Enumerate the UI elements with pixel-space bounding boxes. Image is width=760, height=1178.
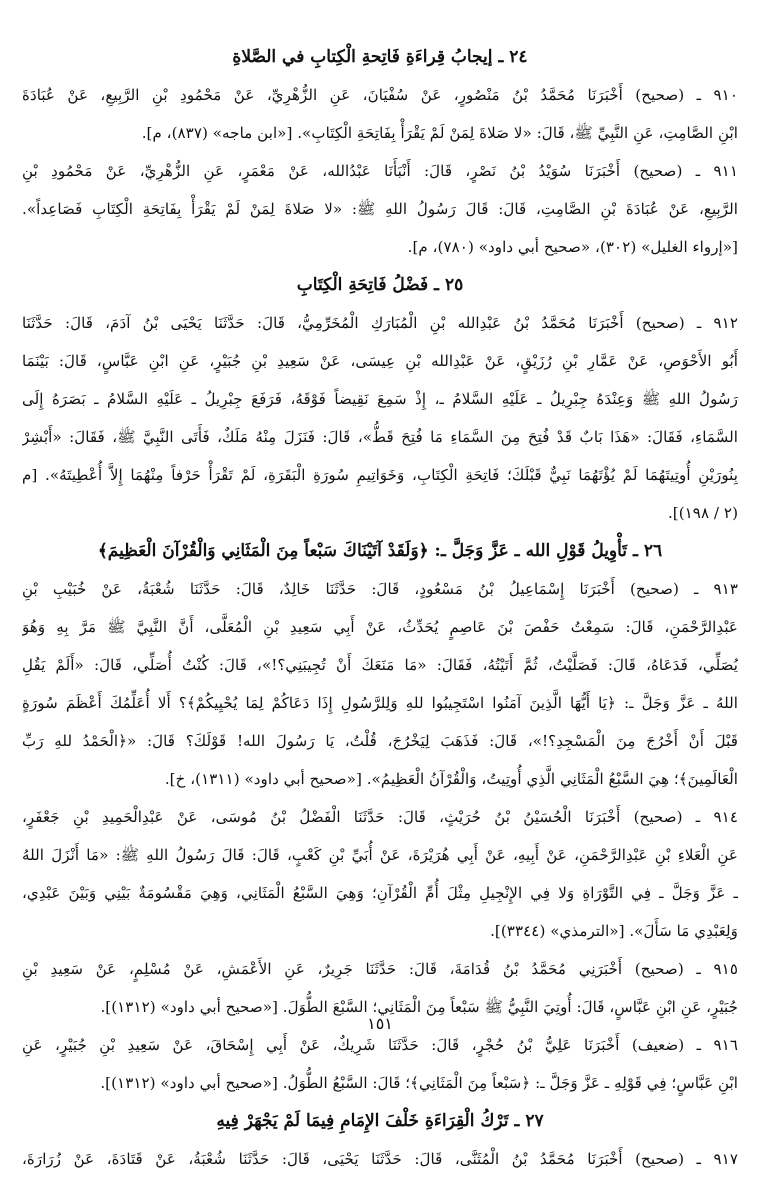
text-line: الرَّبِيعِ، عَنْ عُبَادَةَ بْنِ الصَّامِتِ، قَالَ: قَالَ رَسُولُ اللهِ ﷺ: «لا صَلاةَ لِمَنْ لَمْ يَقْرَأْ بِفَاتِحَةِ الْكِتَابِ فَصَاعِداً». (22, 200, 738, 218)
chapter-heading: ٢٧ ـ تَرْكُ الْقِرَاءَةِ خَلْفَ الإِمَامِ فِيمَا لَمْ يَجْهَرْ فِيهِ (216, 1111, 544, 1131)
text-line: رَسُولُ اللهِ ﷺ وَعِنْدَهُ جِبْرِيلُ ـ عَلَيْهِ السَّلامُ ـ، إِذْ سَمِعَ نَقِيضاً فَوْقَهُ، فَرَفَعَ جِبْرِيلُ ـ عَلَيْهِ السَّلامُ ـ بَصَرَهُ إِلَى (22, 390, 738, 408)
text-line: ٩١٢ ـ (صحيح) أَخْبَرَنَا مُحَمَّدُ بْنُ عَبْدِالله بْنِ الْمُبَارَكِ الْمُخَرِّمِيُّ، قَالَ: حَدَّثَنَا يَحْيَى بْنُ آدَمَ، قَالَ: حَدَّثَنَا (22, 314, 738, 332)
text-line: جُبَيْرٍ، عَنِ ابْنِ عَبَّاسٍ، قَالَ: أُوتِيَ النَّبِيُّ ﷺ سَبْعاً مِنَ الْمَثَانِي؛ السَّبْعَ الطُّوَلَ. [«صحيح أبي داود» (١٣١٢)]. (100, 998, 738, 1016)
text-line: ٩١١ ـ (صحيح) أَخْبَرَنَا سُوَيْدُ بْنُ نَصْرٍ، قَالَ: أَنْبَأَنَا عَبْدُالله، عَنْ مَعْمَرٍ، عَنِ الزُّهْرِيِّ، عَنْ مَحْمُودِ بْنِ (22, 162, 738, 180)
text-line: ٩١٧ ـ (صحيح) أَخْبَرَنَا مُحَمَّدُ بْنُ الْمُثَنَّى، قَالَ: حَدَّثَنَا يَحْيَى، قَالَ: حَدَّثَنَا شُعْبَةُ، عَنْ قَتَادَةَ، عَنْ زُرَارَةَ، (22, 1150, 738, 1168)
text-line: عَنِ الْعَلاءِ بْنِ عَبْدِالرَّحْمَنِ، عَنْ أَبِيهِ، عَنْ أَبِي هُرَيْرَةَ، عَنْ أُبَيِّ بْنِ كَعْبٍ، قَالَ: قَالَ رَسُولُ اللهِ ﷺ: «مَا أَنْزَلَ اللهُ (22, 846, 738, 864)
page-content (22, 38, 738, 1178)
text-line: السَّمَاءِ، فَقَالَ: «هَذَا بَابٌ قَدْ فُتِحَ مِنَ السَّمَاءِ مَا فُتِحَ قَطُّ»، قَالَ: فَنَزَلَ مِنْهُ مَلَكٌ، فَأَتَى النَّبِيَّ ﷺ، فَقَالَ: «أَبْشِرْ (22, 428, 738, 446)
text-line: ابْنِ الصَّامِتِ، عَنِ النَّبِيِّ ﷺ، قَالَ: «لا صَلاةَ لِمَنْ لَمْ يَقْرَأْ بِفَاتِحَةِ الْكِتَابِ». [«ابن ماجه» (٨٣٧)، م]. (141, 124, 738, 142)
chapter-heading: ٢٥ ـ فَضْلُ فَاتِحَةِ الْكِتَابِ (296, 275, 464, 295)
text-line: وَلِعَبْدِي مَا سَأَلَ». [«الترمذي» (٣٣٤٤)]. (490, 922, 738, 940)
text-line: ابْنِ عَبَّاسٍ؛ فِي قَوْلِهِ ـ عَزَّ وَجَلَّ ـ: ﴿سَبْعاً مِنَ الْمَثَانِي﴾؛ قَالَ: السَّبْعُ الطُّوَلُ. [«صحيح أبي داود» (١٣١٢)]. (100, 1074, 738, 1092)
text-line: [«إرواء الغليل» (٣٠٢)، «صحيح أبي داود» (٧٨٠)، م]. (407, 238, 738, 256)
text-line: (٢ / ١٩٨)]. (667, 504, 738, 522)
text-line: اللهُ ـ عَزَّ وَجَلَّ ـ: ﴿يَا أَيُّهَا الَّذِينَ آمَنُوا اسْتَجِيبُوا للهِ وَلِلرَّسُولِ إِذَا دَعَاكُمْ لِمَا يُحْيِيكُمْ﴾؟ أَلا أُعَلِّمُكَ أَعْظَمَ سُورَةٍ (22, 694, 738, 712)
page-number: ١٥١ (367, 1014, 393, 1033)
text-line: يُصَلِّي، فَدَعَاهُ، قَالَ: فَصَلَّيْتُ، ثُمَّ أَتَيْتُهُ، فَقَالَ: «مَا مَنَعَكَ أَنْ تُجِيبَنِي؟!»، قَالَ: كُنْتُ أُصَلِّي، قَالَ: «أَلَمْ يَقُلِ (22, 656, 738, 674)
chapter-heading: ٢٦ ـ تَأْوِيلُ قَوْلِ الله ـ عَزَّ وَجَلَّ ـ: ﴿وَلَقَدْ آتَيْنَاكَ سَبْعاً مِنَ الْمَثَانِي وَالْقُرْآنَ الْعَظِيمَ﴾ (97, 541, 663, 561)
text-line: ٩١٣ ـ (صحيح) أَخْبَرَنَا إِسْمَاعِيلُ بْنُ مَسْعُودٍ، قَالَ: حَدَّثَنَا خَالِدٌ، قَالَ: حَدَّثَنَا شُعْبَةُ، عَنْ خُبَيْبِ بْنِ (22, 580, 738, 598)
text-line: ٩١٥ ـ (صحيح) أَخْبَرَنِي مُحَمَّدُ بْنُ قُدَامَةَ، قَالَ: حَدَّثَنَا جَرِيرٌ، عَنِ الأَعْمَشِ، عَنْ مُسْلِمٍ، عَنْ سَعِيدِ بْنِ (22, 960, 738, 978)
text-line: ٩١٤ ـ (صحيح) أَخْبَرَنَا الْحُسَيْنُ بْنُ حُرَيْثٍ، قَالَ: حَدَّثَنَا الْفَضْلُ بْنُ مُوسَى، عَنْ عَبْدِالْحَمِيدِ بْنِ جَعْفَرٍ، (22, 808, 738, 826)
text-line: الْعَالَمِينَ﴾؛ هِيَ السَّبْعُ الْمَثَانِي الَّذِي أُوتِيتُ، وَالْقُرْآنُ الْعَظِيمُ». [«صحيح أبي داود» (١٣١١)، خ]. (164, 770, 738, 788)
text-line: عَبْدِالرَّحْمَنِ، قَالَ: سَمِعْتُ حَفْصَ بْنَ عَاصِمٍ يُحَدِّثُ، عَنْ أَبِي سَعِيدِ بْنِ الْمُعَلَّى، أَنَّ النَّبِيَّ ﷺ مَرَّ بِهِ وَهُوَ (22, 618, 738, 636)
text-line: ٩١٦ ـ (ضعيف) أَخْبَرَنَا عَلِيُّ بْنُ حُجْرٍ، قَالَ: حَدَّثَنَا شَرِيكٌ، عَنْ أَبِي إِسْحَاقَ، عَنْ سَعِيدِ بْنِ جُبَيْرٍ، عَنِ (22, 1036, 738, 1054)
text-line: بِنُورَيْنِ أُوتِيتَهُمَا لَمْ يُؤْتَهُمَا نَبِيٌّ قَبْلَكَ؛ فَاتِحَةِ الْكِتَابِ، وَخَوَاتِيمِ سُورَةِ الْبَقَرَةِ، لَمْ تَقْرَأْ حَرْفاً مِنْهُمَا إِلاَّ أُعْطِيتَهُ». [م (22, 466, 738, 484)
text-line: ٩١٠ ـ (صحيح) أَخْبَرَنَا مُحَمَّدُ بْنُ مَنْصُورٍ، عَنْ سُفْيَانَ، عَنِ الزُّهْرِيِّ، عَنْ مَحْمُودِ بْنِ الرَّبِيعِ، عَنْ عُبَادَةَ (22, 86, 738, 104)
text-line: قَبْلَ أَنْ أَخْرُجَ مِنَ الْمَسْجِدِ؟!»، قَالَ: فَذَهَبَ لِيَخْرُجَ، قُلْتُ، يَا رَسُولَ الله! قَوْلَكَ؟ قَالَ: «﴿الْحَمْدُ للهِ رَبِّ (22, 732, 738, 750)
chapter-heading: ٢٤ ـ إيجابُ قِراءَةِ فَاتِحةِ الْكِتابِ في الصَّلاةِ (232, 47, 528, 67)
text-line: ـ عَزَّ وَجَلَّ ـ فِي التَّوْرَاةِ وَلا فِي الإِنْجِيلِ مِثْلَ أُمِّ الْقُرْآنِ؛ وَهِيَ السَّبْعُ الْمَثَانِي، وَهِيَ مَقْسُومَةٌ بَيْنِي وَبَيْنَ عَبْدِي، (22, 884, 738, 902)
text-line: أَبُو الأَحْوَصِ، عَنْ عَمَّارِ بْنِ رُزَيْقٍ، عَنْ عَبْدِالله بْنِ عِيسَى، عَنْ سَعِيدِ بْنِ جُبَيْرٍ، عَنِ ابْنِ عَبَّاسٍ، قَالَ: بَيْنَمَا (22, 352, 738, 370)
